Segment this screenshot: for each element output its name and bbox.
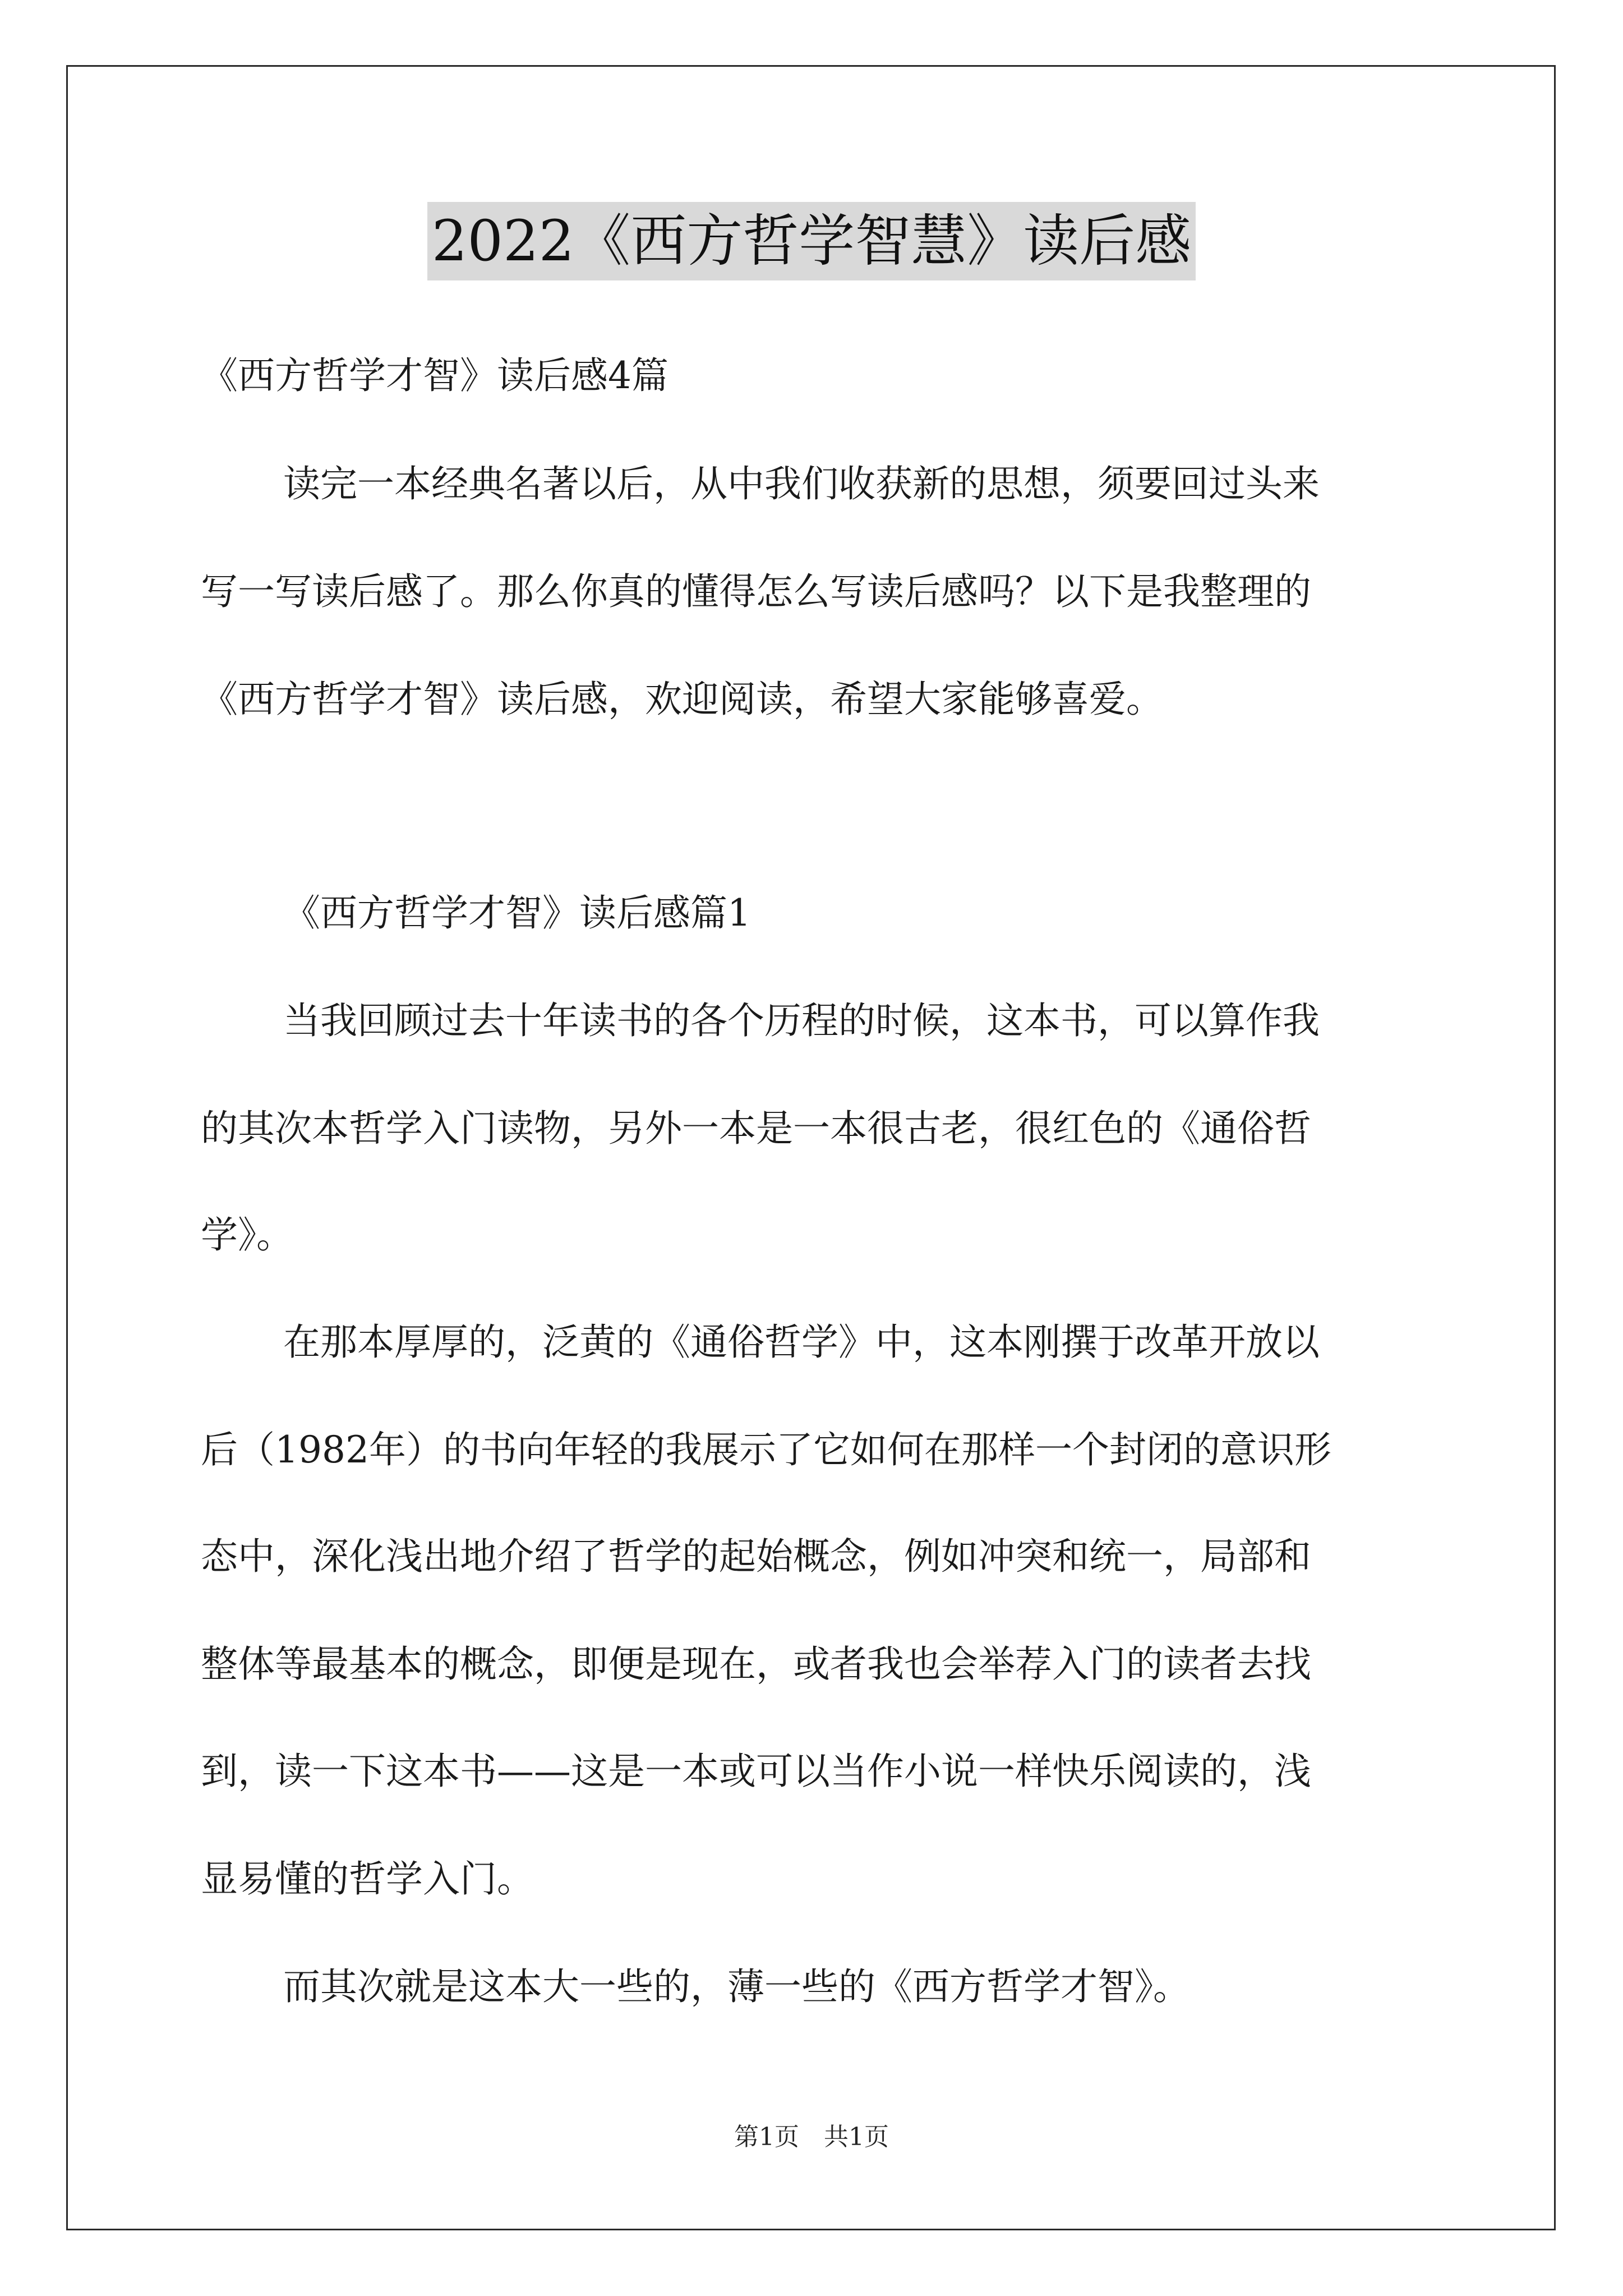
document-subtitle: 《西方哲学才智》读后感4篇	[201, 354, 668, 397]
section-heading: 《西方哲学才智》读后感篇1	[283, 891, 751, 935]
paragraph1-line-3: 学》。	[201, 1213, 293, 1257]
intro-line-2: 写一写读后感了。那么你真的懂得怎么写读后感吗？以下是我整理的	[201, 570, 1311, 613]
paragraph1-line-1: 当我回顾过去十年读书的各个历程的时候，这本书，可以算作我	[283, 999, 1320, 1042]
paragraph2-line-6: 显易懂的哲学入门。	[201, 1857, 534, 1901]
intro-line-3: 《西方哲学才智》读后感，欢迎阅读，希望大家能够喜爱。	[201, 678, 1163, 721]
paragraph2-line-4: 整体等最基本的概念，即便是现在，或者我也会举荐入门的读者去找	[201, 1642, 1311, 1686]
paragraph2-line-2: 后（1982年）的书向年轻的我展示了它如何在那样一个封闭的意识形	[201, 1428, 1331, 1471]
intro-line-1: 读完一本经典名著以后，从中我们收获新的思想，须要回过头来	[283, 462, 1320, 505]
document-title: 2022《西方哲学智慧》读后感	[427, 202, 1196, 280]
page-footer	[0, 2120, 1623, 2154]
paragraph1-line-2: 的其次本哲学入门读物，另外一本是一本很古老，很红色的《通俗哲	[201, 1107, 1311, 1150]
title-container	[0, 202, 1623, 280]
paragraph3-line-1: 而其次就是这本大一些的，薄一些的《西方哲学才智》。	[283, 1965, 1190, 2008]
paragraph2-line-1: 在那本厚厚的，泛黄的《通俗哲学》中，这本刚撰于改革开放以	[283, 1320, 1320, 1364]
paragraph2-line-5: 到，读一下这本书——这是一本或可以当作小说一样快乐阅读的，浅	[201, 1750, 1311, 1793]
page-total: 共1页	[824, 2123, 889, 2151]
page-number: 第1页	[734, 2123, 799, 2151]
paragraph2-line-3: 态中，深化浅出地介绍了哲学的起始概念，例如冲突和统一，局部和	[201, 1535, 1311, 1578]
